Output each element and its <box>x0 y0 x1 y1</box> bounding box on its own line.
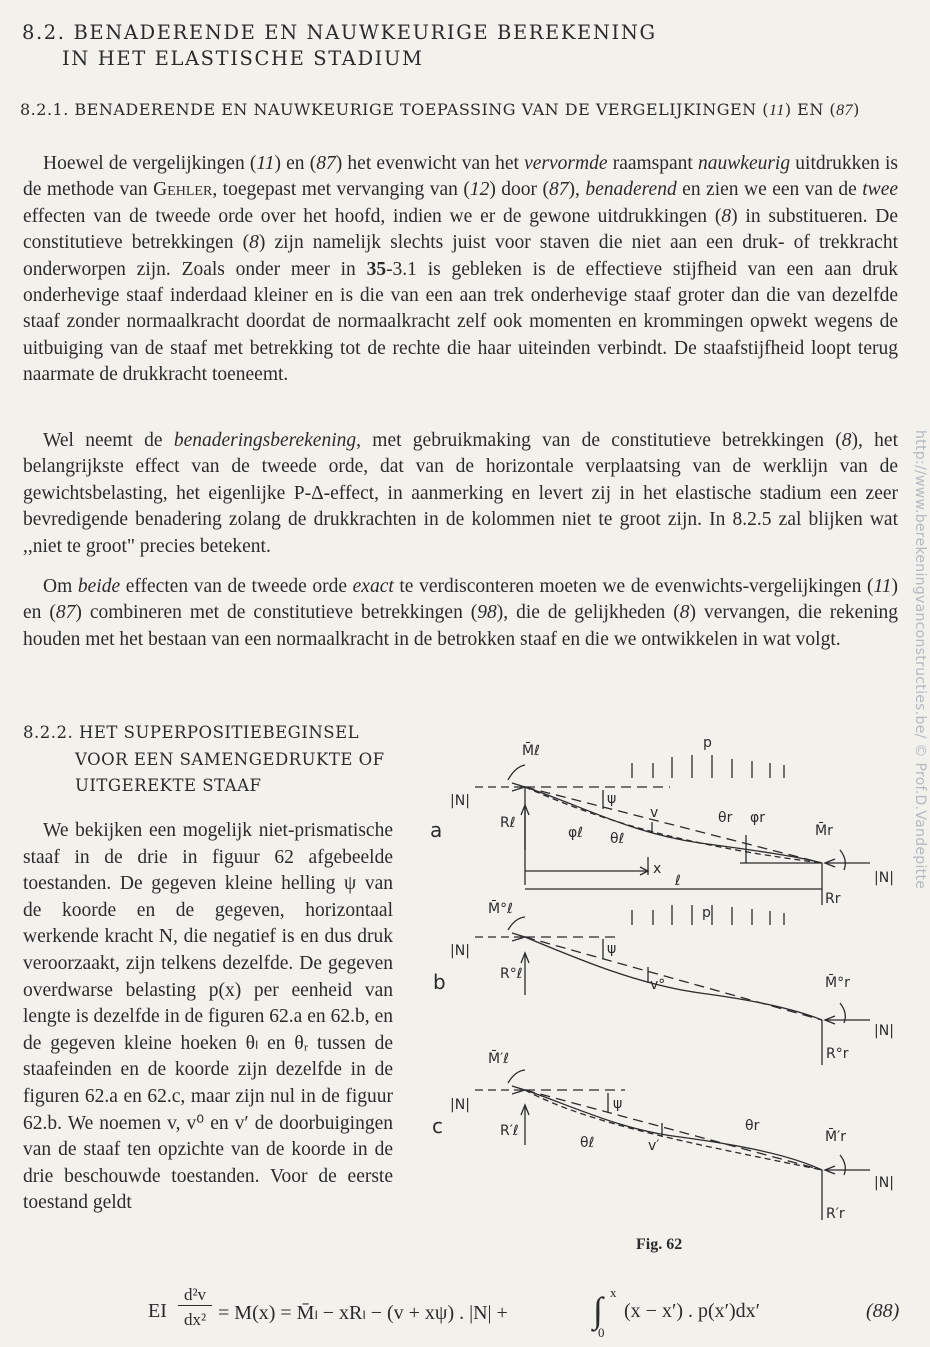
label-b: b <box>433 970 446 994</box>
eq-denominator: dx² <box>183 1310 207 1329</box>
load-arrows-a <box>632 755 784 778</box>
label-v-a: v <box>650 805 659 821</box>
section-title-line1: BENADERENDE EN NAUWKEURIGE BEREKENING <box>73 21 657 44</box>
label-Rr: Rr <box>825 891 841 907</box>
label-Rl: Rℓ <box>500 815 516 831</box>
diagram-b <box>433 899 894 1065</box>
label-thetar: θr <box>718 810 733 826</box>
section-title <box>22 20 657 72</box>
label-thetar-c: θr <box>745 1118 760 1134</box>
section-title-line2: IN HET ELASTISCHE STADIUM <box>62 47 424 70</box>
label-Rrp: R′r <box>826 1206 845 1222</box>
eq-rhs2: (x − x′) . p(x′)dx′ <box>624 1300 761 1322</box>
eq-number: (88) <box>866 1300 900 1322</box>
eq-rhs1: = M(x) = M̄ₗ − xRₗ − (v + xψ) . |N| + <box>218 1302 508 1324</box>
subsection-title-8-2-2: 8.2.2. HET SUPERPOSITIEBEGINSEL VOOR EEN SAMENGEDRUKTE OF UITGEREKTE STAAF <box>23 723 385 795</box>
label-N-right-a: |N| <box>874 870 894 886</box>
label-p: p <box>703 735 712 751</box>
label-psi-a: ψ <box>607 791 617 807</box>
label-c: c <box>432 1114 443 1138</box>
eq-lhs: EI <box>148 1300 167 1322</box>
label-Mr0: M̄°r <box>825 975 850 991</box>
label-Rr0: R°r <box>826 1046 849 1062</box>
label-thetal: θℓ <box>610 831 625 847</box>
diagram-c <box>432 1049 894 1222</box>
diagram-a <box>430 735 894 907</box>
chord-c <box>525 1090 822 1170</box>
eq-int-upper: x <box>610 1285 617 1300</box>
chord-b <box>525 937 822 1020</box>
label-N-right-b: |N| <box>874 1023 894 1039</box>
subsection-number: 8.2.1. <box>20 100 69 119</box>
eq-numerator: d²v <box>178 1285 212 1306</box>
paragraph-2: Wel neemt de benaderingsberekening, met gebruikmaking van de constitutieve betrekkingen (8), het belangrijkste effect van de tweede orde, dat van de horizontale verplaatsing van de werklijn van de gewichtsbelasting, het eigenlijke P-Δ-effect, in aanmerking en levert zij in het elastische stadium een zeer bevredigende benadering zolang de drukkrachten in de kolommen niet te groot zijn. In 8.2.5 zal blijken wat ,,niet te groot" precies betekent. <box>23 430 898 557</box>
label-phil: φℓ <box>568 825 584 841</box>
subsection-body: We bekijken een mogelijk niet-prismatische staaf in de drie in figuur 62 afgebeelde toestanden. De gegeven kleine helling ψ van de koorde en de gegeven, horizontaal werkende kracht N, die negatief is en dus druk veroorzaakt, zijn telkens dezelfde. De gegeven overdwarse belasting p(x) per eenheid van lengte is dezelfde in de figuren 62.a en 62.b, en de gegeven kleine hoeken θₗ en θᵣ tussen de staafeinden en de koorde zijn dezelfde in de figuren 62.a en 62.c, maar zijn nul in de figuur 62.b. We noemen v, v⁰ en v′ de doorbuigingen van de staaf ten opzichte van de koorde in de drie beschouwde toestanden. Voor de eerste toestand geldt <box>23 820 393 1214</box>
section-number: 8.2. <box>22 21 66 44</box>
label-N-left-b: |N| <box>450 943 470 959</box>
label-x: x <box>653 861 662 877</box>
paragraph-1: Hoewel de vergelijkingen (11) en (87) het evenwicht van het vervormde raamspant nauwkeurig uitdrukken is de methode van Gehler, toegepast met vervanging van (12) door (87), benaderend en zien we een van de twee effecten van de tweede orde over het hoofd, indien we er de gewone uitdrukkingen (8) in substitueren. De constitutieve betrekkingen (8) zijn namelijk slechts juist voor staven die niet aan een druk- of trekkracht onderworpen zijn. Zoals onder meer in 35-3.1 is gebleken is de effectieve stijfheid van een aan druk onderhevige staaf inderdaad kleiner en is die van een aan trek onderhevige staaf groter dan die van dezelfde staaf zonder normaalkracht doordat de normaalkracht zelf ook momenten en krommingen opwekt wegens de uitbuiging van de staaf met betrekking tot de rechte die haar uiteinden verbindt. De staafstijfheid loopt terug naarmate de drukkracht toeneemt. <box>23 153 898 386</box>
label-thetal-c: θℓ <box>580 1135 595 1151</box>
label-l: ℓ <box>675 873 681 889</box>
label-Mr: M̄r <box>815 823 833 839</box>
watermark-text: http://www.berekeningvanconstructies.be/ © Prof.D.Vandepitte <box>912 430 928 890</box>
label-vp: v′ <box>648 1138 660 1154</box>
label-Mlp: M̄′ℓ <box>488 1051 510 1067</box>
label-N-right-c: |N| <box>874 1175 894 1191</box>
paragraph-3: Om beide effecten van de tweede orde exact te verdisconteren moeten we de evenwichts-vergelijkingen (11) en (87) combineren met de constitutieve betrekkingen (98), die de gelijkheden (8) vervangen, die rekening houden met het bestaan van een normaalkracht in de betrokken staaf en die we ontwikkelen in wat volgt. <box>23 576 899 650</box>
label-N-left-c: |N| <box>450 1097 470 1113</box>
figure-caption: Fig. 62 <box>636 1236 683 1253</box>
label-Mrp: M̄′r <box>825 1129 847 1145</box>
label-p-b: p <box>702 905 711 921</box>
label-Ml: M̄ℓ <box>522 743 540 759</box>
eq-int-lower: 0 <box>598 1325 605 1340</box>
label-psi-c: ψ <box>613 1096 623 1112</box>
figure-62 <box>400 725 910 1245</box>
label-Ml0: M̄°ℓ <box>488 901 513 917</box>
label-Rlp: R′ℓ <box>500 1123 519 1139</box>
equation-88 <box>148 1285 908 1345</box>
label-phir: φr <box>750 810 765 826</box>
label-v0: v° <box>650 977 666 993</box>
label-psi-b: ψ <box>607 941 617 957</box>
label-a: a <box>430 818 443 842</box>
label-Rl0: R°ℓ <box>500 966 523 982</box>
watermark <box>908 430 930 910</box>
integral-sign: ∫ <box>593 1290 603 1330</box>
label-N-left-a: |N| <box>450 793 470 809</box>
subsection-title-8-2-1: 8.2.1. BENADERENDE EN NAUWKEURIGE TOEPASSING VAN DE VERGELIJKINGEN (11) EN (87) <box>20 100 860 119</box>
